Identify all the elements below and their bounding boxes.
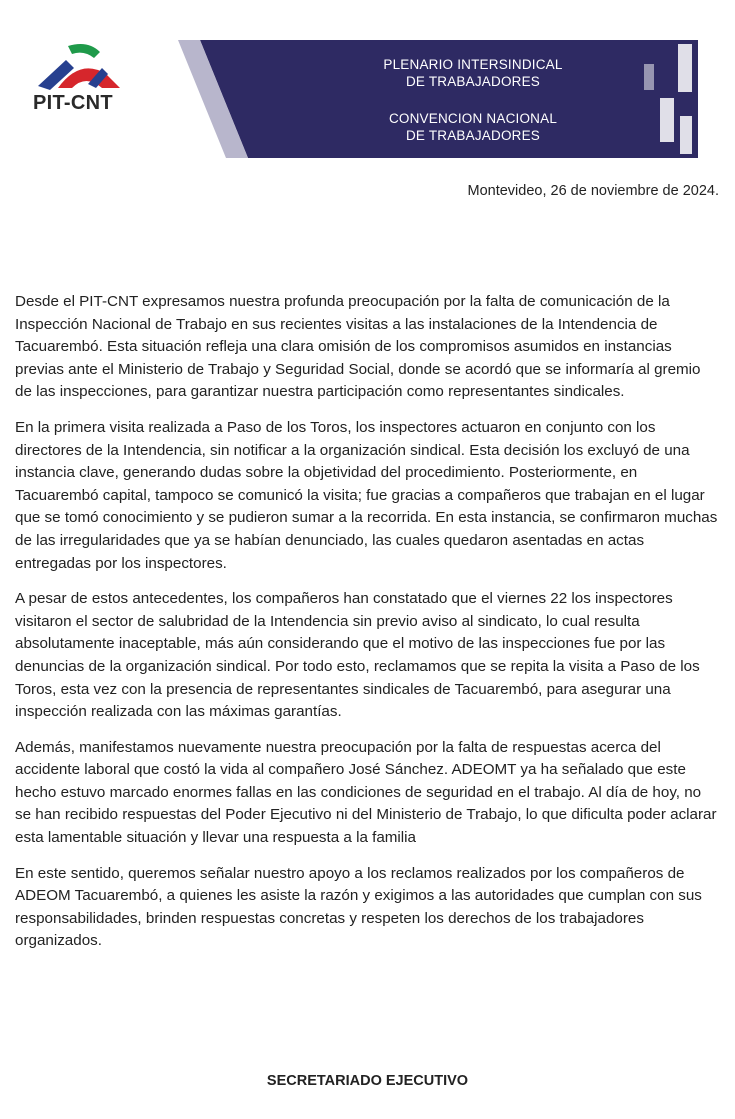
letter-body: [15, 291, 721, 966]
logo-text: PIT-CNT: [33, 92, 113, 114]
paragraph: En este sentido, queremos señalar nuestro apoyo a los reclamos realizados por los compañeros de ADEOM Tacuarembó, a quienes les asiste la razón y exigimos a las autoridades que cumplan con sus responsabilidades, brinden respuestas concretas y respeten los derechos de los trabajadores organizados.: [15, 864, 702, 950]
banner-title-1: PLENARIO INTERSINDICAL DE TRABAJADORES: [383, 57, 563, 89]
paragraph: Además, manifestamos nuevamente nuestra preocupación por la falta de respuestas acerca del accidente laboral que costó la vida al compañero José Sánchez. ADEOMT ya ha señalado que este hecho estuvo marcado enormes fallas en las condiciones de seguridad en el trabajo. Al día de hoy, no se han recibido respuestas del Poder Ejecutivo ni del Ministerio de Trabajo, lo que dificulta poder aclarar esta lamentable situación y llevar una respuesta a la familia: [15, 738, 717, 847]
letterhead: [0, 0, 735, 175]
paragraph: Desde el PIT-CNT expresamos nuestra profunda preocupación por la falta de comunicación de la Inspección Nacional de Trabajo en sus recientes visitas a las instalaciones de la Intendencia de Tacuarembó. Esta situación refleja una clara omisión de los compromisos asumidos en instancias previas ante el Ministerio de Trabajo y Seguridad Social, donde se acordó que se informaría al gremio de las inspecciones, para garantizar nuestra participación como representantes sindicales.: [15, 293, 701, 401]
letter-date: Montevideo, 26 de noviembre de 2024.: [467, 183, 719, 199]
signature: SECRETARIADO EJECUTIVO: [266, 1073, 469, 1089]
paragraph: A pesar de estos antecedentes, los compañeros han constatado que el viernes 22 los inspectores visitaron el sector de salubridad de la Intendencia sin previo aviso al sindicato, lo cual resulta absolutamente inaceptable, más aún considerando que el motivo de las inspecciones fue por las denuncias de la organización sindical. Por todo esto, reclamamos que se repita la visita a Paso de los Toros, esta vez con la presencia de representantes sindicales de Tacuarembó, para asegurar una inspección realizada con las máximas garantías.: [15, 590, 700, 721]
paragraph: En la primera visita realizada a Paso de los Toros, los inspectores actuaron en conjunto con los directores de la Intendencia, sin notificar a la organización sindical. Esta decisión los excluyó de una instancia clave, generando dudas sobre la objetividad del procedimiento. Posteriormente, en Tacuarembó capital, tampoco se comunicó la visita; fue gracias a compañeros que trabajan en el lugar que se tomó conocimiento y se pudieron sumar a la recorrida. En esta instancia, se confirmaron muchas de las irregularidades que ya se habían denunciado, las cuales quedaron asentadas en actas entregadas por los inspectores.: [15, 418, 718, 572]
banner-title-2: CONVENCION NACIONAL DE TRABAJADORES: [388, 111, 558, 143]
